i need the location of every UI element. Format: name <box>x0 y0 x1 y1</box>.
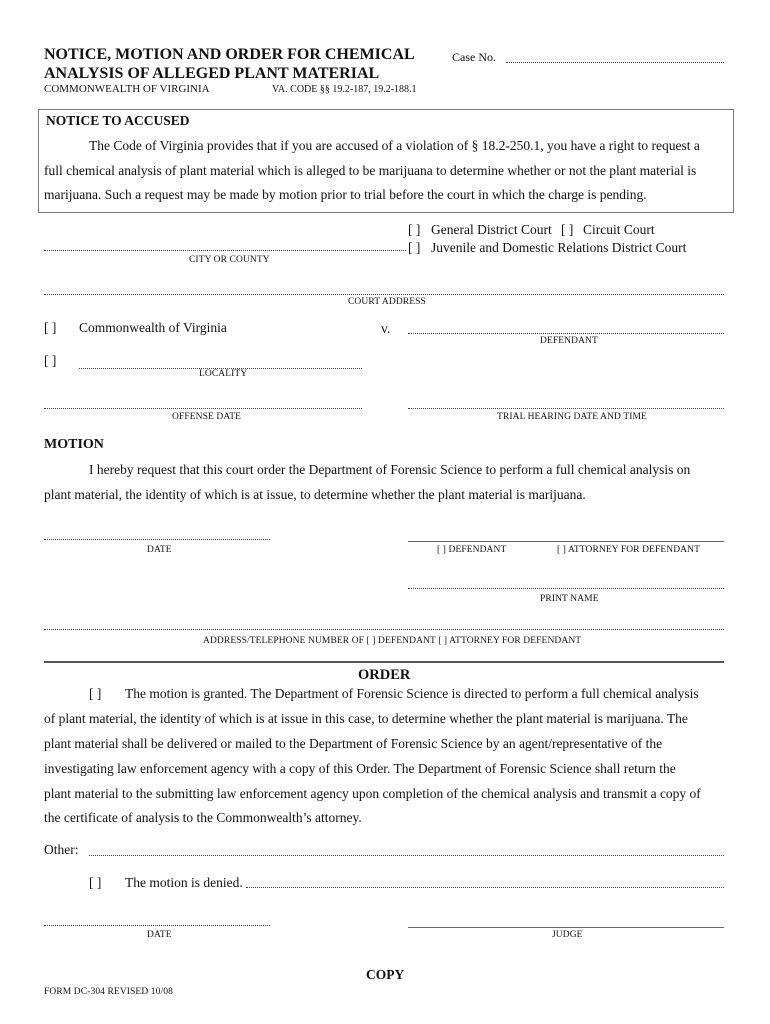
court-jdr: Juvenile and Domestic Relations District Court <box>431 240 687 255</box>
motion-signature-line[interactable] <box>408 541 724 542</box>
va-code: VA. CODE §§ 19.2-187, 19.2-188.1 <box>272 84 417 95</box>
motion-date-field[interactable] <box>44 539 270 540</box>
form-id: FORM DC-304 REVISED 10/08 <box>44 987 173 997</box>
notice-text-line2: full chemical analysis of plant material which is alleged to be marijuana to determine whether or not the plant material is <box>44 163 697 178</box>
denied-checkbox[interactable]: [ ] <box>89 875 102 890</box>
notice-text-line3: marijuana. Such a request may be made by motion prior to trial before the court in which the charge is pending. <box>44 187 647 202</box>
defendant-label: DEFENDANT <box>540 336 598 346</box>
judge-label: JUDGE <box>552 930 583 940</box>
section-divider <box>44 661 724 663</box>
attorney-option[interactable]: [ ] ATTORNEY FOR DEFENDANT <box>557 545 700 555</box>
court-address-label: COURT ADDRESS <box>348 297 426 307</box>
other-label: Other: <box>44 842 79 857</box>
order-granted-line5: plant material to the submitting law enforcement agency upon completion of the chemical analysis and transmit a copy of <box>44 786 701 801</box>
order-date-label: DATE <box>147 930 172 940</box>
commonwealth-checkbox[interactable]: [ ] <box>44 320 57 335</box>
locality-label: LOCALITY <box>199 369 248 379</box>
order-granted-line2: of plant material, the identity of which is at issue in this case, to determine whether the plant material is marijuana. The <box>44 711 688 726</box>
court-checkbox-jdr[interactable]: [ ] <box>408 240 421 255</box>
order-heading: ORDER <box>358 667 411 683</box>
order-granted-line1: The motion is granted. The Department of Forensic Science is directed to perform a full chemical analysis <box>125 686 699 701</box>
trial-date-field[interactable] <box>408 408 724 409</box>
motion-text-line2: plant material, the identity of which is at issue, to determine whether the plant material is marijuana. <box>44 487 586 502</box>
trial-date-label: TRIAL HEARING DATE AND TIME <box>497 412 647 422</box>
offense-date-field[interactable] <box>44 408 362 409</box>
order-granted-line6: the certificate of analysis to the Commonwealth’s attorney. <box>44 810 362 825</box>
court-circuit: Circuit Court <box>583 222 655 237</box>
other-field[interactable] <box>89 855 724 856</box>
court-address-field[interactable] <box>44 294 724 295</box>
case-no-field[interactable] <box>506 62 724 63</box>
notice-heading: NOTICE TO ACCUSED <box>46 113 190 128</box>
copy-label: COPY <box>366 967 405 982</box>
city-county-label: CITY OR COUNTY <box>189 255 270 265</box>
judge-signature-line[interactable] <box>408 927 724 928</box>
defendant-field[interactable] <box>408 333 724 334</box>
order-date-field[interactable] <box>44 925 270 926</box>
locality-checkbox[interactable]: [ ] <box>44 353 57 368</box>
print-name-label: PRINT NAME <box>540 594 599 604</box>
address-telephone-label: ADDRESS/TELEPHONE NUMBER OF [ ] DEFENDANT [ ] ATTORNEY FOR DEFENDANT <box>203 636 582 646</box>
versus-label: v. <box>381 321 391 336</box>
defendant-option[interactable]: [ ] DEFENDANT <box>437 545 507 555</box>
court-checkbox-circuit[interactable]: [ ] <box>561 222 574 237</box>
jurisdiction: COMMONWEALTH OF VIRGINIA <box>44 83 210 95</box>
granted-checkbox[interactable]: [ ] <box>89 686 102 701</box>
case-no-label: Case No. <box>452 50 496 64</box>
motion-heading: MOTION <box>44 437 104 452</box>
form-title-line2: ANALYSIS OF ALLEGED PLANT MATERIAL <box>44 65 380 82</box>
form-title-line1: NOTICE, MOTION AND ORDER FOR CHEMICAL <box>44 46 415 63</box>
motion-date-label: DATE <box>147 545 172 555</box>
motion-text-line1: I hereby request that this court order the Department of Forensic Science to perform a full chemical analysis on <box>89 462 691 477</box>
address-telephone-field[interactable] <box>44 629 724 630</box>
order-granted-line3: plant material shall be delivered or mailed to the Department of Forensic Science by an agent/representative of the <box>44 736 663 751</box>
city-county-field[interactable] <box>44 250 406 251</box>
notice-text-line1: The Code of Virginia provides that if you are accused of a violation of § 18.2-250.1, you have a right to request a <box>89 138 700 153</box>
commonwealth-label: Commonwealth of Virginia <box>79 320 227 335</box>
denied-field[interactable] <box>246 887 724 888</box>
order-granted-line4: investigating law enforcement agency with a copy of this Order. The Department of Forensic Science shall return the <box>44 761 676 776</box>
order-denied: The motion is denied. <box>125 875 243 890</box>
print-name-field[interactable] <box>408 588 724 589</box>
offense-date-label: OFFENSE DATE <box>172 412 242 422</box>
court-checkbox-general[interactable]: [ ] <box>408 222 421 237</box>
court-general-district: General District Court <box>431 222 552 237</box>
